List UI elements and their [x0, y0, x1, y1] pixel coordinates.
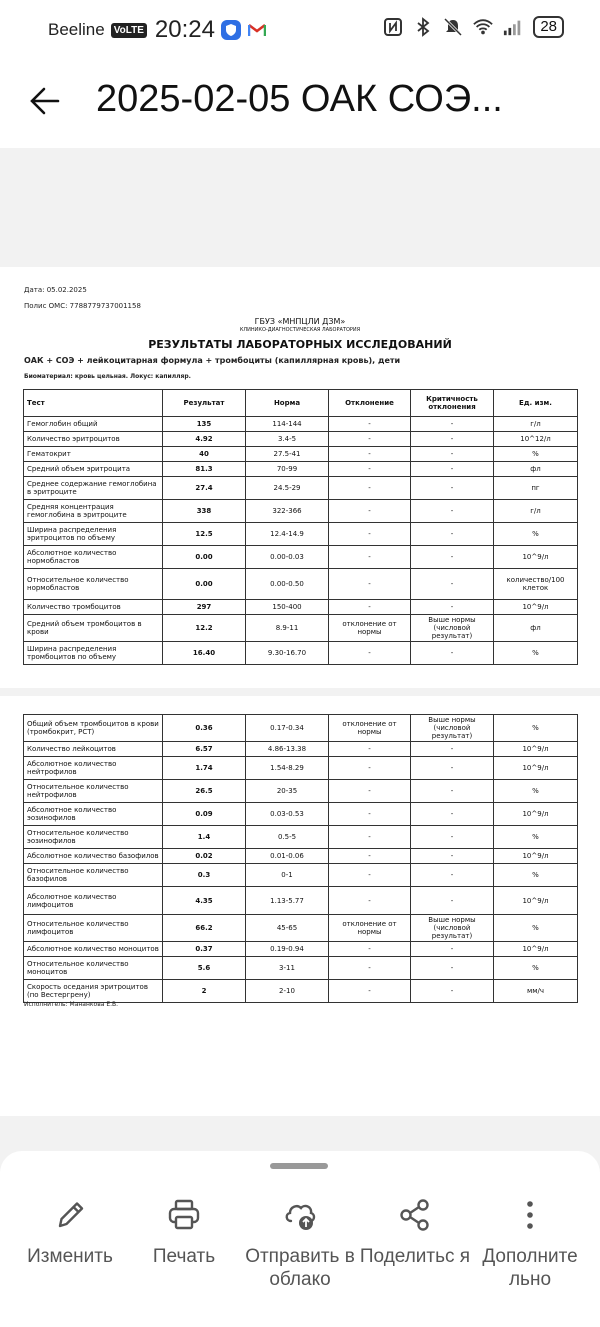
cell-test: Абсолютное количество базофилов — [24, 849, 163, 864]
cell-result: 0.36 — [163, 715, 246, 742]
doc-date: Дата: 05.02.2025 — [24, 286, 87, 294]
table-row — [24, 417, 578, 432]
table-row — [24, 980, 578, 1003]
cell-unit: 10^9/л — [494, 757, 578, 780]
cell-criticality: Выше нормы (числовой результат) — [411, 615, 494, 642]
sheet-drag-handle[interactable] — [270, 1163, 328, 1169]
cell-unit: % — [494, 915, 578, 942]
cell-unit: мм/ч — [494, 980, 578, 1003]
volte-badge: VoLTE — [111, 23, 147, 38]
cell-deviation: - — [329, 864, 411, 887]
battery-icon: 28 — [533, 16, 564, 38]
cell-result: 135 — [163, 417, 246, 432]
cell-test: Количество тромбоцитов — [24, 600, 163, 615]
cell-norm: 322-366 — [246, 500, 329, 523]
cell-test: Относительное количество моноцитов — [24, 957, 163, 980]
cell-deviation: - — [329, 569, 411, 600]
cell-criticality: Выше нормы (числовой результат) — [411, 915, 494, 942]
cell-test: Ширина распределения эритроцитов по объему — [24, 523, 163, 546]
cell-norm: 4.86-13.38 — [246, 742, 329, 757]
table-row — [24, 462, 578, 477]
cell-criticality: - — [411, 500, 494, 523]
table-row — [24, 803, 578, 826]
cell-unit: 10^12/л — [494, 432, 578, 447]
table-row — [24, 615, 578, 642]
cell-test: Средний объем тромбоцитов в крови — [24, 615, 163, 642]
table-header — [24, 390, 578, 417]
cell-unit: 10^9/л — [494, 742, 578, 757]
cell-criticality: - — [411, 523, 494, 546]
cell-deviation: отклонение от нормы — [329, 915, 411, 942]
cell-unit: 10^9/л — [494, 887, 578, 915]
cell-result: 40 — [163, 447, 246, 462]
cell-deviation: - — [329, 849, 411, 864]
cell-norm: 1.13-5.77 — [246, 887, 329, 915]
cell-test: Относительное количество базофилов — [24, 864, 163, 887]
table-row — [24, 757, 578, 780]
cell-unit: 10^9/л — [494, 600, 578, 615]
org-name: ГБУЗ «МНПЦЛИ ДЗМ» — [254, 317, 346, 326]
cell-criticality: - — [411, 757, 494, 780]
results-table-page-1 — [23, 389, 578, 665]
cell-criticality: - — [411, 780, 494, 803]
cell-result: 16.40 — [163, 642, 246, 665]
cell-criticality: - — [411, 462, 494, 477]
cell-deviation: - — [329, 600, 411, 615]
cell-result: 27.4 — [163, 477, 246, 500]
cell-norm: 0-1 — [246, 864, 329, 887]
cell-unit: % — [494, 864, 578, 887]
cloud-upload-icon — [282, 1197, 318, 1233]
cell-norm: 3.4-5 — [246, 432, 329, 447]
cell-unit: пг — [494, 477, 578, 500]
cell-unit: г/л — [494, 417, 578, 432]
cell-deviation: отклонение от нормы — [329, 715, 411, 742]
bluetooth-icon — [413, 17, 433, 37]
cell-result: 4.92 — [163, 432, 246, 447]
cell-norm: 20-35 — [246, 780, 329, 803]
cell-criticality: - — [411, 742, 494, 757]
cell-deviation: - — [329, 980, 411, 1003]
cell-result: 0.00 — [163, 546, 246, 569]
cell-deviation: отклонение от нормы — [329, 615, 411, 642]
cell-test: Абсолютное количество нормобластов — [24, 546, 163, 569]
cell-result: 5.6 — [163, 957, 246, 980]
cell-result: 66.2 — [163, 915, 246, 942]
cell-result: 6.57 — [163, 742, 246, 757]
cell-norm: 8.9-11 — [246, 615, 329, 642]
cell-criticality: - — [411, 942, 494, 957]
share-icon — [397, 1197, 433, 1233]
cell-test: Относительное количество эозинофилов — [24, 826, 163, 849]
cell-result: 0.00 — [163, 569, 246, 600]
cell-test: Количество лейкоцитов — [24, 742, 163, 757]
back-arrow-icon[interactable] — [28, 84, 62, 118]
table-row — [24, 523, 578, 546]
document-page-2[interactable] — [0, 696, 600, 1116]
cell-norm: 114-144 — [246, 417, 329, 432]
cell-test: Скорость оседания эритроцитов (по Вестергрену) — [24, 980, 163, 1003]
cell-test: Абсолютное количество нейтрофилов — [24, 757, 163, 780]
cell-result: 12.5 — [163, 523, 246, 546]
cell-deviation: - — [329, 477, 411, 500]
cell-deviation: - — [329, 546, 411, 569]
table-row — [24, 915, 578, 942]
table-row — [24, 742, 578, 757]
cell-unit: г/л — [494, 500, 578, 523]
more-icon — [512, 1197, 548, 1233]
cell-result: 297 — [163, 600, 246, 615]
cell-test: Относительное количество лимфоцитов — [24, 915, 163, 942]
mute-icon — [443, 17, 463, 37]
cell-result: 338 — [163, 500, 246, 523]
cell-result: 1.4 — [163, 826, 246, 849]
report-heading: РЕЗУЛЬТАТЫ ЛАБОРАТОРНЫХ ИССЛЕДОВАНИЙ — [148, 338, 452, 351]
col-deviation: Отклонение — [329, 390, 411, 417]
col-result: Результат — [163, 390, 246, 417]
cell-unit: 10^9/л — [494, 803, 578, 826]
cell-unit: 10^9/л — [494, 942, 578, 957]
cell-norm: 0.00-0.03 — [246, 546, 329, 569]
cell-deviation: - — [329, 942, 411, 957]
cell-norm: 45-65 — [246, 915, 329, 942]
cell-norm: 150-400 — [246, 600, 329, 615]
cell-criticality: - — [411, 957, 494, 980]
document-page-1[interactable] — [0, 267, 600, 688]
cell-norm: 9.30-16.70 — [246, 642, 329, 665]
actions-bottom-sheet — [0, 1151, 600, 1327]
table-row — [24, 826, 578, 849]
cell-criticality: - — [411, 432, 494, 447]
cell-criticality: - — [411, 569, 494, 600]
cell-deviation: - — [329, 462, 411, 477]
table-row — [24, 864, 578, 887]
cell-norm: 3-11 — [246, 957, 329, 980]
pencil-icon — [52, 1197, 88, 1233]
edit-button[interactable] — [10, 1197, 130, 1268]
cell-norm: 1.54-8.29 — [246, 757, 329, 780]
cell-criticality: - — [411, 803, 494, 826]
doc-policy: Полис ОМС: 7788779737001158 — [24, 302, 141, 310]
clock: 20:24 — [154, 16, 215, 43]
lab-name: КЛИНИКО-ДИАГНОСТИЧЕСКАЯ ЛАБОРАТОРИЯ — [239, 327, 361, 333]
biomaterial: Биоматериал: кровь цельная. Локус: капилляр. — [24, 373, 191, 380]
cell-result: 1.74 — [163, 757, 246, 780]
cell-deviation: - — [329, 757, 411, 780]
cell-criticality: - — [411, 826, 494, 849]
cell-unit: фл — [494, 462, 578, 477]
table-row — [24, 432, 578, 447]
cell-criticality: Выше нормы (числовой результат) — [411, 715, 494, 742]
col-test: Тест — [24, 390, 163, 417]
send-to-cloud-button[interactable] — [240, 1197, 360, 1291]
cell-unit: % — [494, 715, 578, 742]
cell-criticality: - — [411, 980, 494, 1003]
cell-norm: 12.4-14.9 — [246, 523, 329, 546]
table-row — [24, 849, 578, 864]
cell-unit: % — [494, 523, 578, 546]
cell-test: Среднее содержание гемоглобина в эритроците — [24, 477, 163, 500]
cell-deviation: - — [329, 523, 411, 546]
cell-criticality: - — [411, 849, 494, 864]
results-table-page-2 — [23, 714, 578, 1003]
cell-deviation: - — [329, 432, 411, 447]
cell-test: Средняя концентрация гемоглобина в эритроците — [24, 500, 163, 523]
table-row — [24, 546, 578, 569]
signal-icon — [503, 17, 523, 37]
cell-deviation: - — [329, 447, 411, 462]
cell-test: Абсолютное количество лимфоцитов — [24, 887, 163, 915]
table-row — [24, 500, 578, 523]
cell-norm: 0.01-0.06 — [246, 849, 329, 864]
carrier-name: Beeline — [48, 20, 105, 39]
wifi-icon — [473, 17, 493, 37]
cell-result: 81.3 — [163, 462, 246, 477]
cell-test: Относительное количество нейтрофилов — [24, 780, 163, 803]
col-norm: Норма — [246, 390, 329, 417]
cell-norm: 0.5-5 — [246, 826, 329, 849]
print-label: Печать — [152, 1246, 216, 1267]
cell-test: Количество эритроцитов — [24, 432, 163, 447]
edit-label: Изменить — [27, 1246, 113, 1267]
cell-deviation: - — [329, 642, 411, 665]
cell-test: Абсолютное количество эозинофилов — [24, 803, 163, 826]
document-title: 2025-02-05 ОАК СОЭ... — [96, 78, 503, 120]
cell-norm: 0.03-0.53 — [246, 803, 329, 826]
table-row — [24, 569, 578, 600]
cell-deviation: - — [329, 500, 411, 523]
cell-unit: 10^9/л — [494, 849, 578, 864]
table-row — [24, 600, 578, 615]
cell-norm: 0.00-0.50 — [246, 569, 329, 600]
cell-criticality: - — [411, 546, 494, 569]
print-button[interactable] — [124, 1197, 244, 1268]
table-row — [24, 957, 578, 980]
cell-result: 0.37 — [163, 942, 246, 957]
cell-norm: 0.19-0.94 — [246, 942, 329, 957]
cell-unit: % — [494, 447, 578, 462]
cell-unit: 10^9/л — [494, 546, 578, 569]
col-unit: Ед. изм. — [494, 390, 578, 417]
cell-deviation: - — [329, 887, 411, 915]
send-to-cloud-label: Отправить в облако — [245, 1246, 355, 1290]
col-criticality: Критичность отклонения — [411, 390, 494, 417]
share-label: Поделитьс я — [359, 1246, 471, 1267]
cell-criticality: - — [411, 600, 494, 615]
app-bar — [0, 60, 600, 148]
table-row — [24, 715, 578, 742]
cell-criticality: - — [411, 417, 494, 432]
cell-deviation: - — [329, 803, 411, 826]
cell-norm: 27.5-41 — [246, 447, 329, 462]
cell-criticality: - — [411, 642, 494, 665]
cell-result: 0.02 — [163, 849, 246, 864]
cell-norm: 24.5-29 — [246, 477, 329, 500]
cell-result: 26.5 — [163, 780, 246, 803]
cell-unit: % — [494, 826, 578, 849]
nfc-icon — [383, 17, 403, 37]
table-row — [24, 642, 578, 665]
cell-criticality: - — [411, 864, 494, 887]
more-button[interactable] — [470, 1197, 590, 1291]
cell-unit: % — [494, 957, 578, 980]
test-panel-name: ОАК + СОЭ + лейкоцитарная формула + тромбоциты (капиллярная кровь), дети — [24, 356, 401, 365]
cell-norm: 70-99 — [246, 462, 329, 477]
cell-deviation: - — [329, 742, 411, 757]
cell-criticality: - — [411, 447, 494, 462]
cell-unit: % — [494, 642, 578, 665]
cell-deviation: - — [329, 957, 411, 980]
cell-result: 12.2 — [163, 615, 246, 642]
cell-unit: количество/100 клеток — [494, 569, 578, 600]
cell-result: 2 — [163, 980, 246, 1003]
table-row — [24, 447, 578, 462]
cell-norm: 2-10 — [246, 980, 329, 1003]
status-bar — [0, 0, 600, 60]
cell-deviation: - — [329, 780, 411, 803]
cell-result: 4.35 — [163, 887, 246, 915]
cell-test: Гемоглобин общий — [24, 417, 163, 432]
shield-app-icon — [221, 20, 241, 40]
cell-test: Средний объем эритроцита — [24, 462, 163, 477]
table-row — [24, 780, 578, 803]
cell-deviation: - — [329, 417, 411, 432]
cell-test: Относительное количество нормобластов — [24, 569, 163, 600]
cell-test: Ширина распределения тромбоцитов по объему — [24, 642, 163, 665]
table-row — [24, 942, 578, 957]
cell-test: Общий объем тромбоцитов в крови (тромбокрит, PCT) — [24, 715, 163, 742]
cell-deviation: - — [329, 826, 411, 849]
cell-unit: фл — [494, 615, 578, 642]
cell-result: 0.09 — [163, 803, 246, 826]
printer-icon — [166, 1197, 202, 1233]
table-row — [24, 887, 578, 915]
more-label: Дополните льно — [482, 1246, 578, 1290]
cell-norm: 0.17-0.34 — [246, 715, 329, 742]
cell-criticality: - — [411, 477, 494, 500]
cell-criticality: - — [411, 887, 494, 915]
cell-result: 0.3 — [163, 864, 246, 887]
executor: Исполнитель: Мананкова Е.В. — [24, 1001, 119, 1008]
cell-unit: % — [494, 780, 578, 803]
table-row — [24, 477, 578, 500]
share-button[interactable] — [355, 1197, 475, 1268]
cell-test: Абсолютное количество моноцитов — [24, 942, 163, 957]
gmail-icon — [247, 20, 267, 40]
cell-test: Гематокрит — [24, 447, 163, 462]
